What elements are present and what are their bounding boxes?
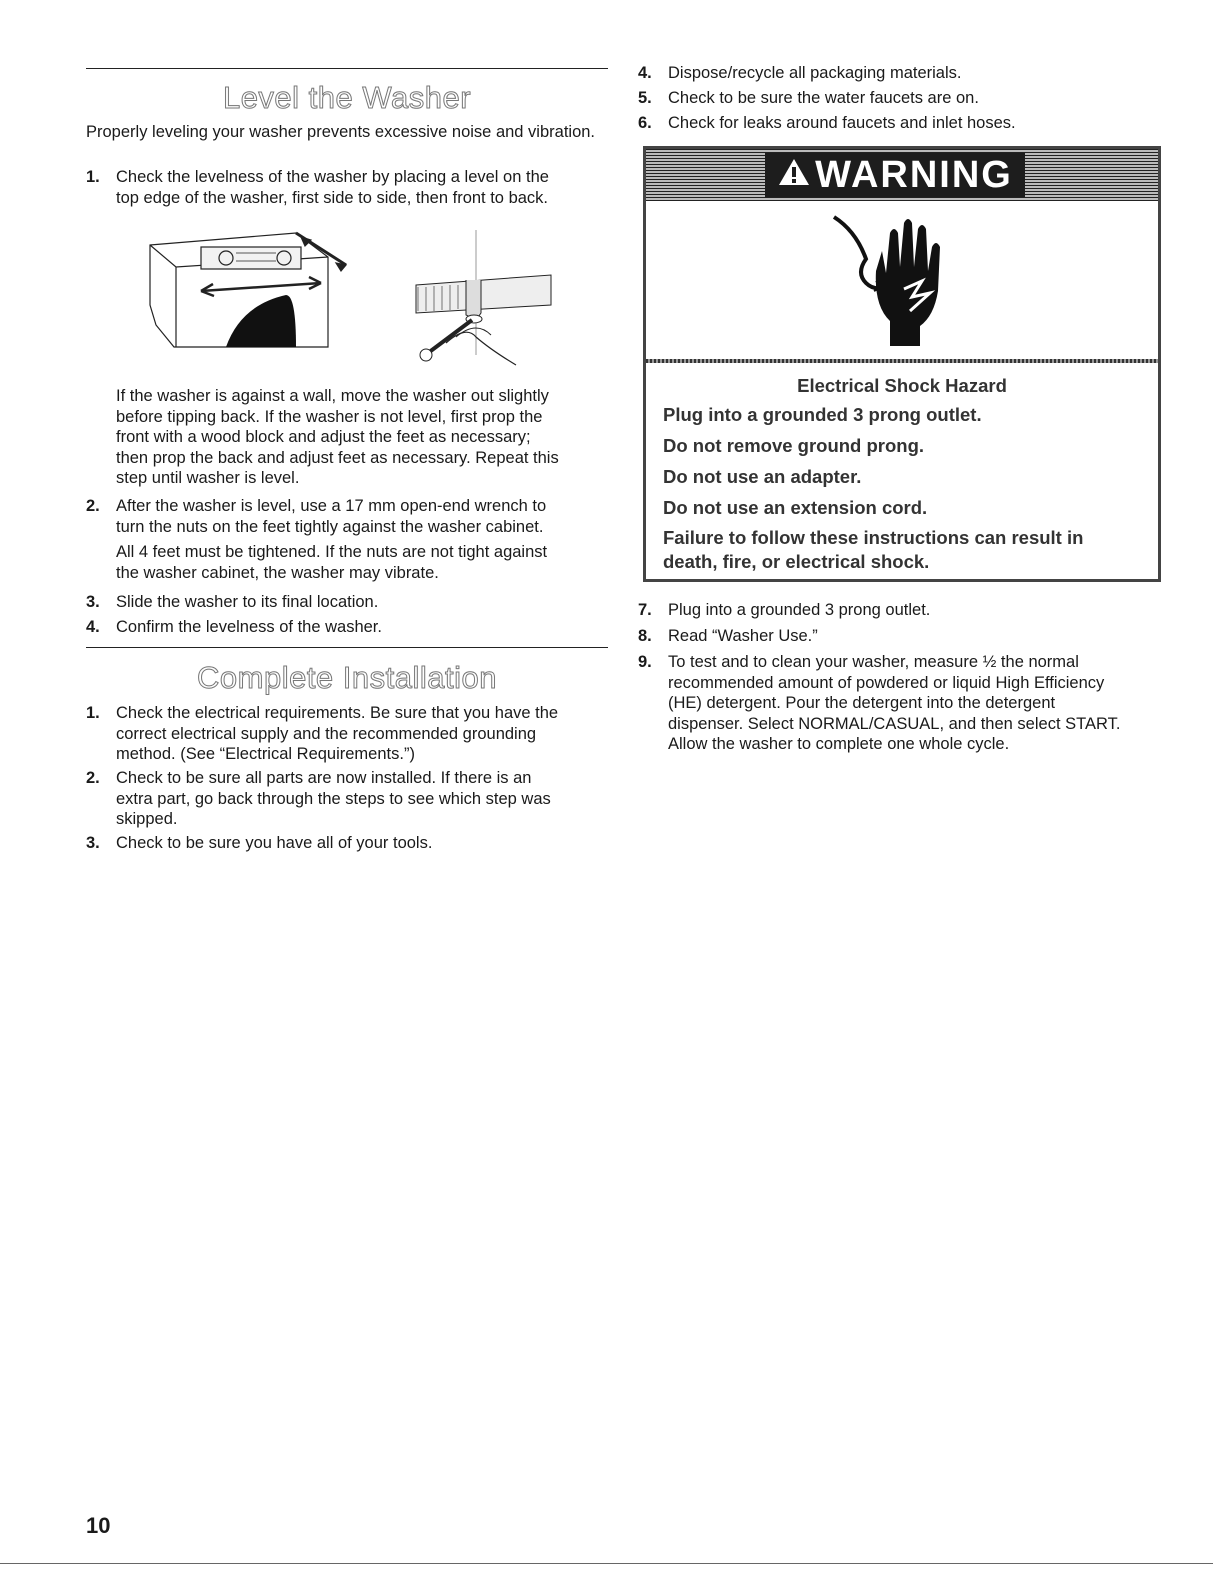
step-number: 9. [638,653,652,671]
warning-label [765,153,1025,197]
warning-line: Do not use an extension cord. [663,497,928,518]
step-number: 6. [638,114,652,132]
warning-header [646,149,1158,201]
warning-box [643,146,1161,582]
text-line: skipped. [116,810,178,828]
step-number: 1. [86,168,100,186]
step-number: 1. [86,704,100,722]
text-line: To test and to clean your washer, measure ½ the normal [668,653,1079,671]
text-line: recommended amount of powdered or liquid High Efficiency [668,673,1105,692]
text-line: Check for leaks around faucets and inlet hoses. [668,114,1016,132]
text-line: Plug into a grounded 3 prong outlet. [668,601,931,619]
text-line: front with a wood block and adjust the feet as necessary; [116,428,531,446]
text-line: step until washer is level. [116,469,300,487]
washer-top-drawing [150,233,346,347]
page-number: 10 [86,1513,111,1538]
step-number: 4. [638,64,652,82]
washer-level-diagram [146,225,566,375]
step-number: 4. [86,618,100,636]
text-line: Slide the washer to its final location. [116,593,379,611]
text-line: dispenser. Select NORMAL/CASUAL, and then select START. [668,714,1121,733]
text-line: Dispose/recycle all packaging materials. [668,64,962,82]
text-line: Check to be sure you have all of your tools. [116,834,433,852]
text-line: All 4 feet must be tightened. If the nuts are not tight against [116,543,548,561]
step-number: 3. [86,593,100,611]
text-line: Confirm the levelness of the washer. [116,618,382,636]
hazard-title: Electrical Shock Hazard [797,375,1007,396]
text-line: the washer cabinet, the washer may vibrate. [116,563,439,582]
foot-wrench-drawing [416,230,551,365]
text-line: top edge of the washer, first side to side, then front to back. [116,188,549,207]
text-line: Check the levelness of the washer by placing a level on the [116,168,549,186]
step-number: 8. [638,627,652,645]
text-line: extra part, go back through the steps to see which step was [116,789,551,808]
text-line: After the washer is level, use a 17 mm open-end wrench to [116,497,547,515]
text-line: Read “Washer Use.” [668,627,818,645]
text-line: Check the electrical requirements. Be sure that you have the [116,704,559,722]
electric-shock-hand-icon [826,211,966,351]
warning-line: Do not remove ground prong. [663,435,925,456]
complete-installation-heading: Complete Installation [197,660,497,695]
leveling-illustration [146,225,566,375]
warning-line: Plug into a grounded 3 prong outlet. [663,404,982,425]
warning-line: Failure to follow these instructions can result in [663,527,1084,548]
section-divider [86,68,608,69]
warning-label-text: WARNING [815,154,1013,196]
footer-rule [0,1563,1213,1564]
text-line: turn the nuts on the feet tightly against the washer cabinet. [116,517,544,536]
text-line: then prop the back and adjust feet as necessary. Repeat this [116,448,559,467]
text-line: method. (See “Electrical Requirements.”) [116,745,415,763]
level-washer-heading: Level the Washer [222,80,472,115]
text-line: (HE) detergent. Pour the detergent into the detergent [668,694,1056,712]
level-intro: Properly leveling your washer prevents excessive noise and vibration. [86,123,596,141]
step-number: 2. [86,497,100,515]
text-line: before tipping back. If the washer is not level, first prop the [116,407,543,426]
step-number: 7. [638,601,652,619]
step-number: 2. [86,769,100,787]
warning-line: death, fire, or electrical shock. [663,551,930,572]
step-number: 3. [86,834,100,852]
text-line: Check to be sure all parts are now installed. If there is an [116,769,532,787]
text-line: Allow the washer to complete one whole cycle. [668,735,1010,753]
text-line: Check to be sure the water faucets are on. [668,89,979,107]
warning-line: Do not use an adapter. [663,466,862,487]
text-line: correct electrical supply and the recommended grounding [116,724,537,743]
text-line: If the washer is against a wall, move the washer out slightly [116,387,549,405]
warning-divider [646,359,1158,363]
warning-triangle-icon [777,157,811,187]
step-number: 5. [638,89,652,107]
section-divider [86,647,608,648]
